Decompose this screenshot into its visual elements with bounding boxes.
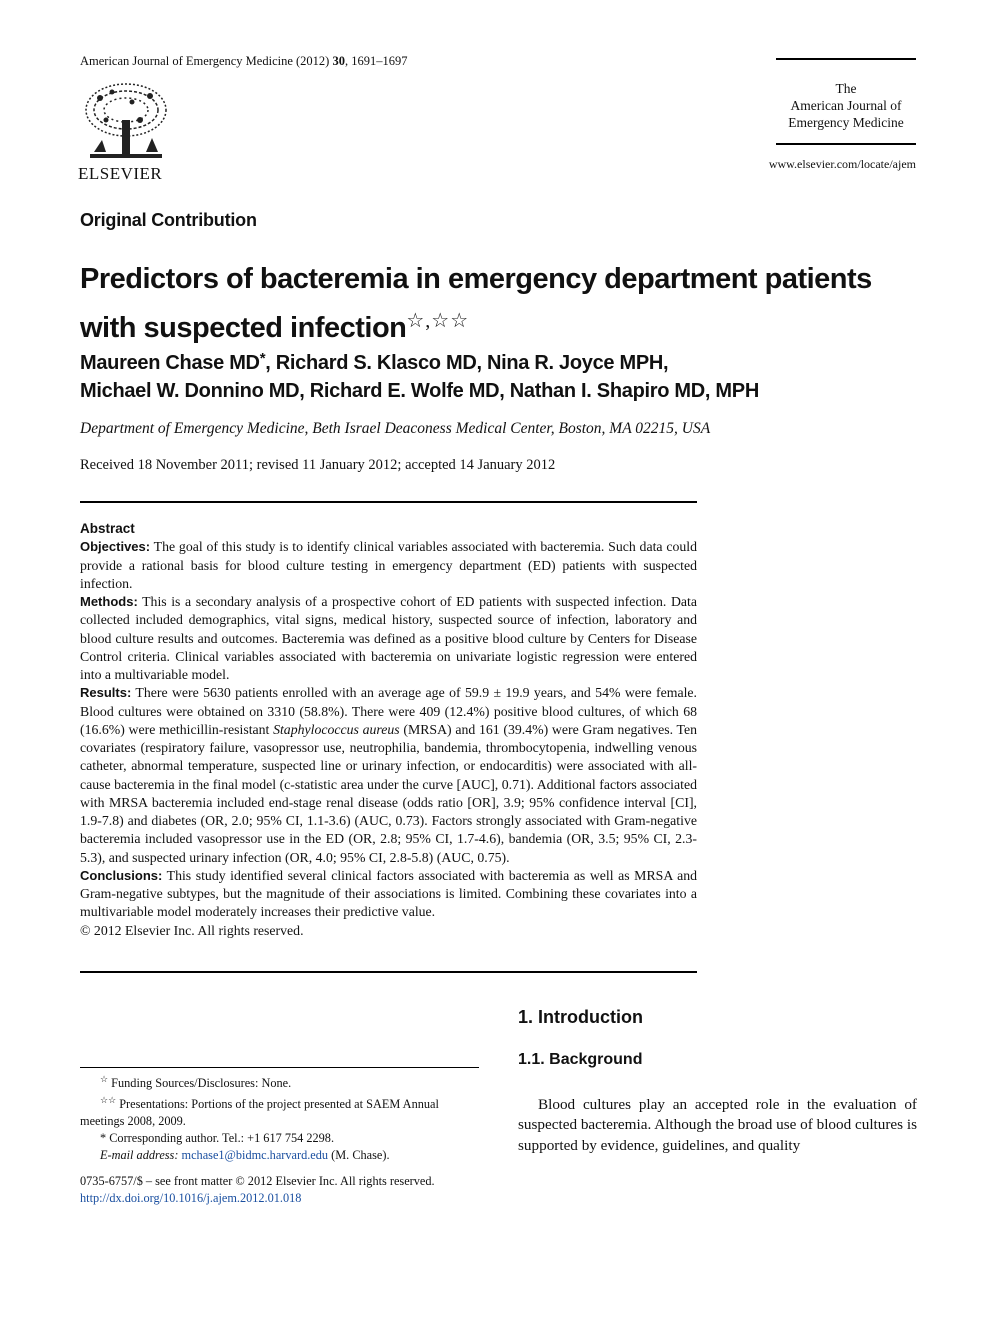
journal-name-line3: Emergency Medicine xyxy=(788,115,904,130)
results-text-1: There were 5630 patients enrolled with an average age of 59.9 ± 19.9 years, and 54% were female. Blood cultures were obtained on 3310 (58.8%). There were 409 (12.4%) positive blood cultures, of which 68 (16.6%) were methicillin-resistant xyxy=(80,685,697,737)
issn-line: 0735-6757/$ – see front matter © 2012 Elsevier Inc. All rights reserved. xyxy=(80,1174,435,1188)
footnote-presentations xyxy=(80,1092,479,1130)
article-dates: Received 18 November 2011; revised 11 January 2012; accepted 14 January 2012 xyxy=(80,457,556,473)
article-title xyxy=(80,258,920,349)
authors-line1: , Richard S. Klasco MD, Nina R. Joyce MPH, xyxy=(265,352,669,374)
results-species: Staphylococcus aureus xyxy=(273,721,400,737)
footnote-rule xyxy=(80,1067,479,1068)
body-paragraph: Blood cultures play an accepted role in the evaluation of suspected bacteremia. Although the broad use of blood cultures is supported by evidence, guidelines, and quality xyxy=(518,1096,917,1154)
footnote-email xyxy=(80,1147,479,1164)
article-title-text: Predictors of bacteremia in emergency department patients with suspected infection xyxy=(80,263,872,344)
journal-header-rule-bottom xyxy=(776,143,916,145)
footnote-funding xyxy=(80,1071,479,1092)
footnote-mark-2: ☆☆ xyxy=(100,1095,117,1105)
footnotes xyxy=(80,1071,479,1164)
objectives-text: The goal of this study is to identify clinical variables associated with bacteremia. Such data could provide a rational basis for blood culture testing in emergency department (ED) patients with suspected infection. xyxy=(80,539,697,591)
journal-name-line2: American Journal of xyxy=(790,98,902,113)
citation-pages: , 1691–1697 xyxy=(344,54,408,68)
corresponding-mark[interactable]: * xyxy=(259,350,266,367)
journal-name-line1: The xyxy=(835,81,857,96)
results-text-2: (MRSA) and 161 (39.4%) were Gram negatives. Ten covariates (respiratory failure, vasopressor use, neutrophilia, bandemia, thrombocytopenia, indwelling venous catheter, abnormal temperature, suspected line or urinary infection, or endocarditis) were associated with all-cause bacteremia in the final model (c-statistic area under the curve [AUC], 0.71). Additional factors associated with MRSA bacteremia included end-stage renal disease (odds ratio [OR], 3.9; 95% confidence interval [CI], 1.9-7.8) and diabetes (OR, 2.0; 95% CI, 1.1-3.6) (AUC, 0.73). Factors strongly associated with Gram-negative bacteremia included vasopressor use in the ED (OR, 2.8; 95% CI, 1.7-4.6), bandemia (OR, 3.5; 95% CI, 2.3-5.3), and suspected urinary infection (OR, 4.0; 95% CI, 2.8-5.8) (AUC, 0.75). xyxy=(80,721,697,865)
abstract-methods xyxy=(80,593,697,684)
journal-name xyxy=(776,80,916,131)
footnote-mark-3: * xyxy=(100,1131,107,1145)
journal-header-rule xyxy=(776,58,916,60)
email-suffix: (M. Chase). xyxy=(328,1148,390,1162)
conclusions-label: Conclusions: xyxy=(80,867,163,883)
author-corresponding[interactable]: Maureen Chase MD xyxy=(80,352,260,374)
email-link[interactable]: mchase1@bidmc.harvard.edu xyxy=(181,1148,329,1162)
footnote-mark-1: ☆ xyxy=(100,1074,109,1084)
methods-label: Methods: xyxy=(80,594,138,609)
abstract-heading: Abstract xyxy=(80,521,135,536)
abstract-results xyxy=(80,684,697,867)
journal-citation xyxy=(80,54,407,69)
section-type: Original Contribution xyxy=(80,210,257,230)
footnote-presentations-text: Presentations: Portions of the project presented at SAEM Annual meetings 2008, 2009. xyxy=(80,1097,439,1128)
footnote-corresponding xyxy=(80,1130,479,1147)
abstract-bottom-rule xyxy=(80,971,697,973)
abstract-block xyxy=(80,520,697,940)
affiliation: Department of Emergency Medicine, Beth Israel Deaconess Medical Center, Boston, MA 02215, USA xyxy=(80,420,711,437)
objectives-label: Objectives: xyxy=(80,539,151,555)
introduction-heading: 1. Introduction xyxy=(518,1007,643,1027)
methods-text: This is a secondary analysis of a prospective cohort of ED patients with suspected infection. Data collected included demographics, vital signs, medical history, suspected source of infection, laboratory and blood culture results and outcomes. Bacteremia was defined as a positive blood culture by Centers for Disease Control criteria. Clinical variables associated with bacteremia on univariate logistic regression were entered into a multivariable model. xyxy=(80,594,697,682)
footnote-corresponding-text: Corresponding author. Tel.: +1 617 754 2298. xyxy=(109,1131,335,1145)
front-matter xyxy=(80,1173,500,1207)
abstract-top-rule xyxy=(80,501,697,503)
journal-url[interactable]: www.elsevier.com/locate/ajem xyxy=(768,157,916,171)
conclusions-text: This study identified several clinical factors associated with bacteremia as well as MRSA and Gram-negative subtypes, but the magnitude of their associations is limited. Combining these covariates into a multivariable model moderately increases their predictive value. xyxy=(80,867,697,920)
doi-link[interactable]: http://dx.doi.org/10.1016/j.ajem.2012.01.018 xyxy=(80,1191,302,1205)
email-label: E-mail address: xyxy=(100,1148,179,1162)
abstract-conclusions xyxy=(80,867,697,922)
citation-volume: 30 xyxy=(332,54,345,68)
author-list xyxy=(80,345,920,405)
footnote-funding-text: Funding Sources/Disclosures: None. xyxy=(111,1076,292,1090)
citation-journal: American Journal of Emergency Medicine (2012) xyxy=(80,54,333,68)
title-footnote-marks[interactable]: ☆,☆☆ xyxy=(406,310,470,332)
authors-line2: Michael W. Donnino MD, Richard E. Wolfe MD, Nathan I. Shapiro MD, MPH xyxy=(80,380,759,402)
publisher-logo-text: ELSEVIER xyxy=(78,164,163,183)
abstract-objectives xyxy=(80,538,697,593)
background-heading: 1.1. Background xyxy=(518,1051,643,1068)
abstract-copyright: © 2012 Elsevier Inc. All rights reserved. xyxy=(80,922,304,938)
results-label: Results: xyxy=(80,685,132,701)
